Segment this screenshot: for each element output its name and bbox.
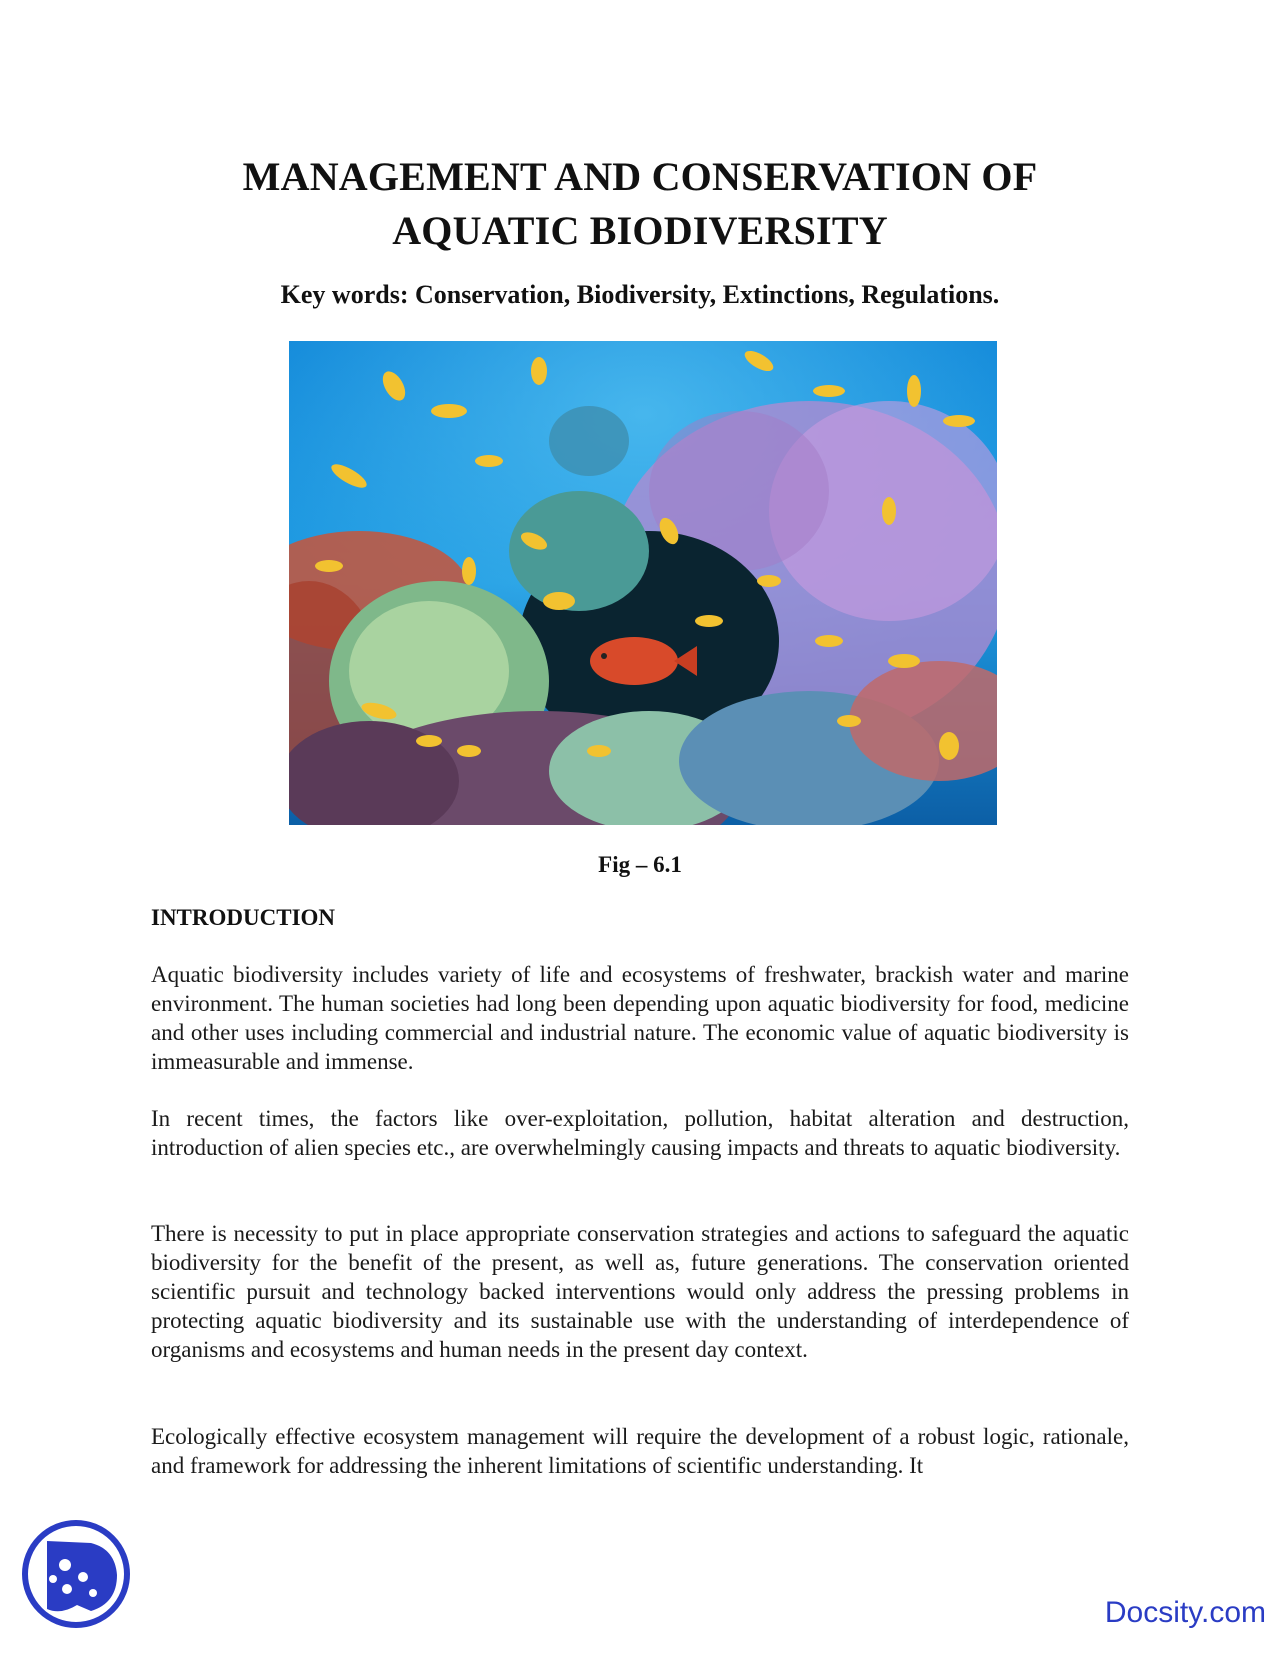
coral-reef-image xyxy=(289,341,997,825)
title-line-1: MANAGEMENT AND CONSERVATION OF xyxy=(242,154,1038,199)
coral-reef-figure xyxy=(289,341,997,825)
paragraph-3: There is necessity to put in place appropriate conservation strategies and actions to safeguard the aquatic biodiversity for the benefit of the present, as well as, future generations. The conservation oriented scientific pursuit and technology backed interventions would only address the pressing problems in protecting aquatic biodiversity and its sustainable use with the understanding of interdependence of organisms and ecosystems and human needs in the present day context. xyxy=(151,1221,1129,1362)
keywords-line: Key words: Conservation, Biodiversity, Extinctions, Regulations. xyxy=(280,280,1000,309)
paragraph-2: In recent times, the factors like over-exploitation, pollution, habitat alteration and destruction, introduction of alien species etc., are overwhelmingly causing impacts and threats to aquatic biodiversity. xyxy=(151,1106,1129,1160)
paragraph-1: Aquatic biodiversity includes variety of life and ecosystems of freshwater, brackish water and marine environment. The human societies had long been depending upon aquatic biodiversity for food, medicine and other uses including commercial and industrial nature. The economic value of aquatic biodiversity is immeasurable and immense. xyxy=(151,962,1129,1074)
title-line-2: AQUATIC BIODIVERSITY xyxy=(392,208,888,253)
figure-caption: Fig – 6.1 xyxy=(598,852,682,877)
page-title xyxy=(150,150,1130,258)
paragraph-4: Ecologically effective ecosystem management will require the development of a robust logic, rationale, and framework for addressing the inherent limitations of scientific understanding. It xyxy=(151,1424,1129,1478)
section-heading: INTRODUCTION xyxy=(151,905,336,930)
docsity-brand-link[interactable]: Docsity.com xyxy=(1104,1596,1266,1629)
docsity-logo-icon[interactable] xyxy=(21,1519,131,1629)
